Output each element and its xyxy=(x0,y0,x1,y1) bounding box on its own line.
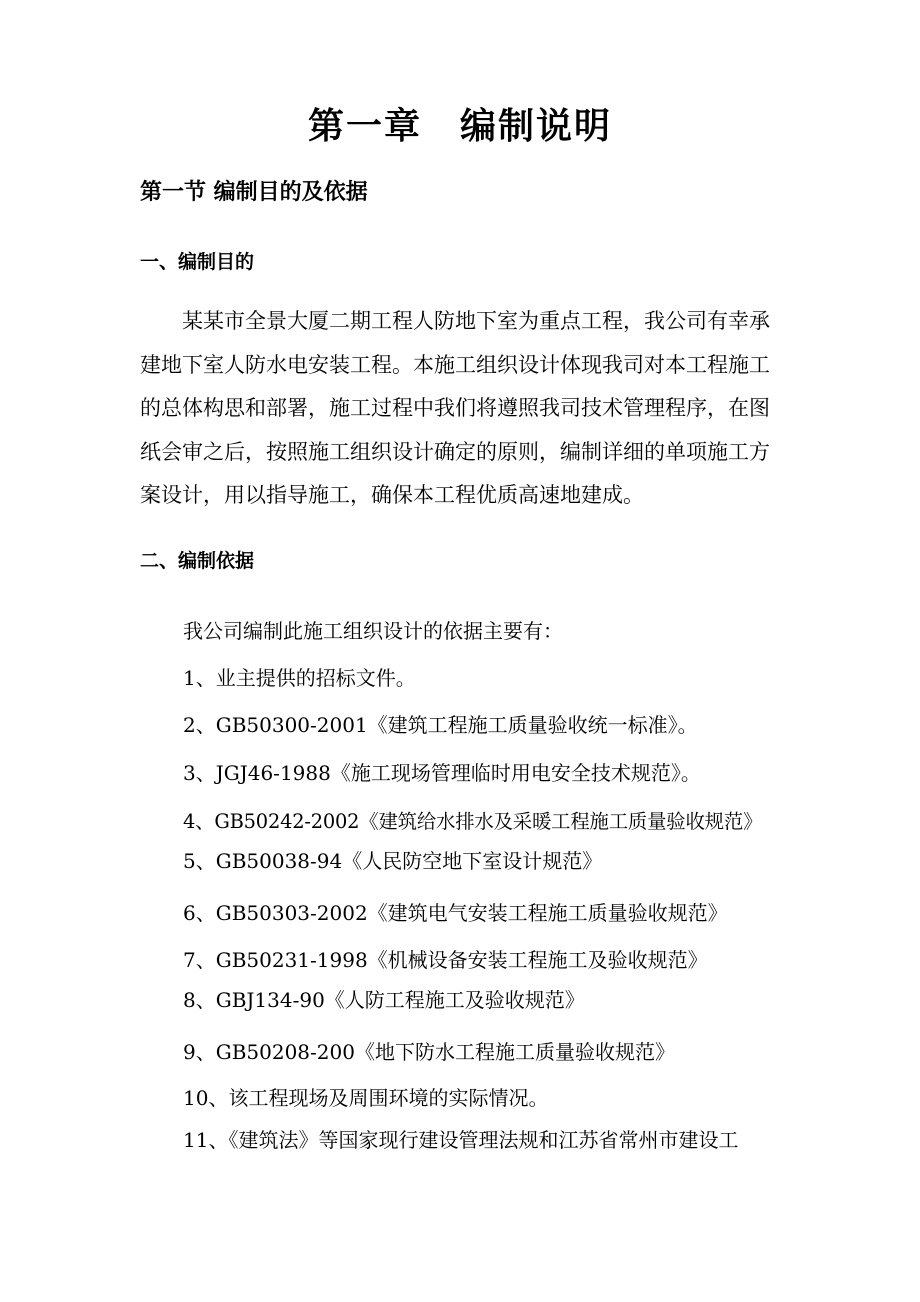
basis-item: 2、GB50300-2001《建筑工程施工质量验收统一标准》。 xyxy=(183,713,698,737)
basis-item: 5、GB50038-94《人民防空地下室设计规范》 xyxy=(183,849,603,873)
basis-item: 1、业主提供的招标文件。 xyxy=(183,666,416,690)
basis-item: 4、GB50242-2002《建筑给水排水及采暖工程施工质量验收规范》 xyxy=(183,810,763,833)
section-title: 第一节 编制目的及依据 xyxy=(140,180,368,205)
basis-item: 6、GB50303-2002《建筑电气安装工程施工质量验收规范》 xyxy=(183,901,728,925)
chapter-title: 第一章 编制说明 xyxy=(307,106,612,147)
purpose-paragraph: 某某市全景大厦二期工程人防地下室为重点工程，我公司有幸承建地下室人防水电安装工程。本施工组织设计体现我司对本工程施工的总体构思和部署，施工过程中我们将遵照我司技术管理程序，在图纸会审之后，按照施工组织设计确定的原则，编制详细的单项施工方案设计，用以指导施工，确保本工程优质高速地建成。 xyxy=(140,309,770,508)
purpose-heading: 一、编制目的 xyxy=(140,251,255,273)
basis-item: 3、JGJ46-1988《施工现场管理临时用电安全技术规范》。 xyxy=(183,761,701,785)
basis-item: 7、GB50231-1998《机械设备安装工程施工及验收规范》 xyxy=(183,948,708,972)
basis-item: 9、GB50208-200《地下防水工程施工质量验收规范》 xyxy=(183,1040,675,1064)
basis-item: 10、该工程现场及周围环境的实际情况。 xyxy=(183,1086,549,1110)
basis-heading: 二、编制依据 xyxy=(140,550,255,572)
basis-item: 11、《建筑法》等国家现行建设管理法规和江苏省常州市建设工 xyxy=(183,1128,739,1152)
basis-item: 8、GBJ134-90《人防工程施工及验收规范》 xyxy=(183,988,585,1012)
basis-intro: 我公司编制此施工组织设计的依据主要有： xyxy=(183,619,563,643)
